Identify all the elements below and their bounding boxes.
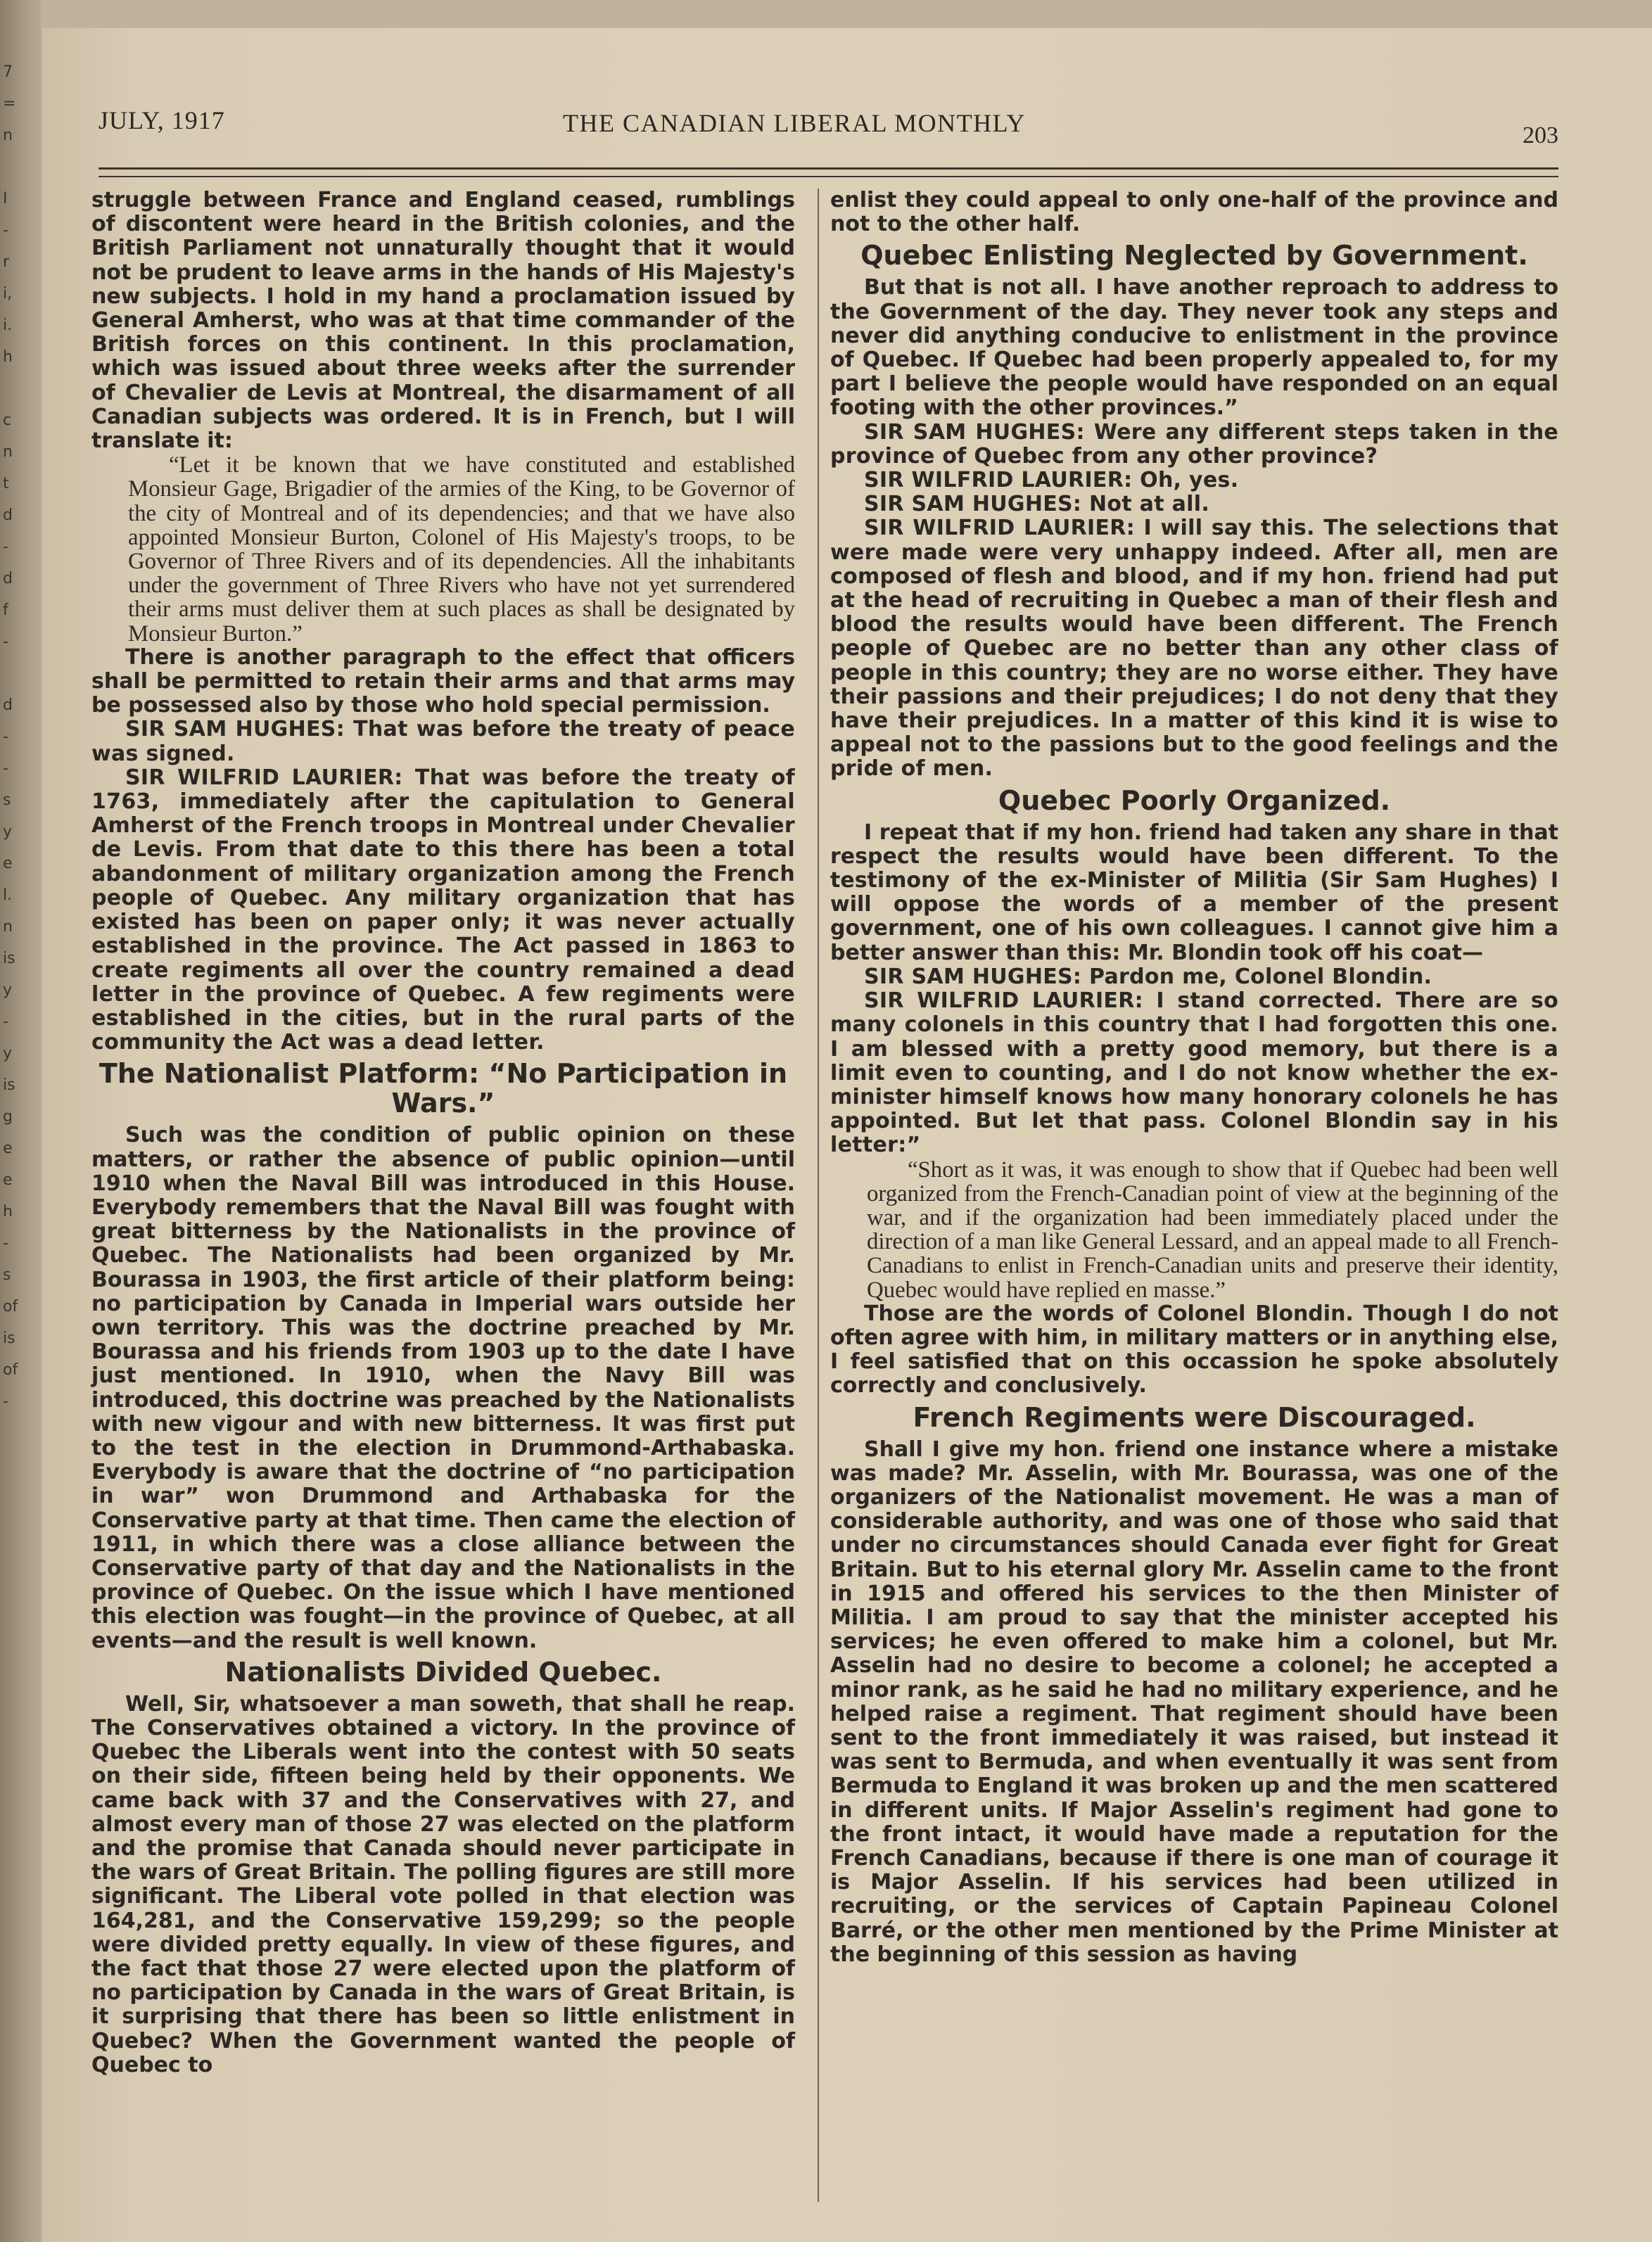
margin-fragment: d	[3, 570, 13, 587]
speech-paragraph: SIR WILFRID LAURIER: Oh, yes.	[864, 468, 1239, 493]
margin-fragment: of	[3, 1361, 18, 1379]
right-column	[830, 189, 1558, 1967]
margin-fragment: f	[3, 601, 8, 619]
speech-paragraph: SIR SAM HUGHES: Not at all.	[864, 492, 1210, 517]
margin-fragment: e	[3, 1171, 13, 1189]
margin-fragment: l.	[3, 886, 13, 904]
speech-paragraph: SIR WILFRID LAURIER: I stand corrected. There are so many colonels in this country that I had forgotten this one. I am blessed with a pretty good memory, but there is a limit even to counting, and I do not know whether the ex-minister himself knows how many honorary colonels he has appointed. But let that pass. Colonel Blondin say in his letter:”	[830, 988, 1558, 1158]
block-quote: “Let it be known that we have constituted and established Monsieur Gage, Brigadier of the armies of the King, to be Governor of the city of Montreal and of its dependencies; and that we have also appointed Monsieur Burton, Colonel of His Majesty's troops, to be Governor of Three Rivers and of its dependencies. All the inhabitants under the government of Three Rivers who have not yet surrendered their arms must deliver them at such places as shall be designated by Monsieur Burton.”	[128, 452, 795, 647]
margin-fragment: e	[3, 855, 13, 872]
column-divider	[818, 189, 819, 2202]
margin-fragment: r	[3, 253, 10, 271]
margin-fragment: h	[3, 1203, 13, 1221]
margin-fragment: -	[3, 633, 8, 651]
margin-fragment: n	[3, 918, 13, 936]
paragraph: I repeat that if my hon. friend had taken any share in that respect the results would have been different. To the testimony of the ex-Minister of Militia (Sir Sam Hughes) I will oppose the words of a member of the present government, one of his own colleagues. I cannot give him a better answer than this: Mr. Blondin took off his coat—	[830, 820, 1558, 965]
section-heading: French Regiments were Discouraged.	[913, 1401, 1476, 1433]
speech-paragraph: SIR SAM HUGHES: Pardon me, Colonel Blondin.	[864, 964, 1432, 989]
margin-fragment: of	[3, 1298, 18, 1316]
margin-fragment: n	[3, 127, 13, 144]
margin-fragment	[3, 151, 24, 183]
margin-fragment: is	[3, 1330, 15, 1347]
speech-paragraph: SIR SAM HUGHES: That was before the treaty of peace was signed.	[91, 717, 795, 766]
margin-fragment: t	[3, 475, 9, 492]
block-quote: “Short as it was, it was enough to show that if Quebec had been well organized from the French-Canadian point of view at the beginning of the war, and if the organization had been immediately placed under the direction of a man like General Lessard, and an appeal made to all French-Canadians to enlist in French-Canadian units and preserve their identity, Quebec would have replied en masse.”	[867, 1157, 1558, 1303]
margin-fragment: s	[3, 1266, 11, 1284]
margin-fragment: -	[3, 1393, 8, 1410]
margin-fragment: I	[3, 190, 8, 208]
section-heading: The Nationalist Platform: “No Participation in Wars.”	[99, 1058, 788, 1119]
margin-fragment: i,	[3, 285, 13, 302]
margin-fragment: e	[3, 1140, 13, 1157]
issue-date: JULY, 1917	[99, 106, 225, 134]
margin-fragment: n	[3, 443, 13, 461]
section-heading: Quebec Poorly Organized.	[998, 784, 1391, 816]
margin-fragment: is	[3, 950, 15, 967]
paragraph: Those are the words of Colonel Blondin. Though I do not often agree with him, in military matters or in anything else, I feel satisfied that on this occassion he spoke absolutely correctly and conclusively.	[830, 1301, 1558, 1399]
paragraph: enlist they could appeal to only one-half of the province and not to the other half.	[830, 188, 1558, 237]
speech-paragraph: SIR WILFRID LAURIER: That was before the treaty of 1763, immediately after the capitulation to General Amherst of the French troops in Montreal under Chevalier de Levis. From that date to this there has been a total abandonment of military organization among the French people of Quebec. Any military organization that has existed has been on paper only; it was never actually established in the province. The Act passed in 1863 to create regiments all over the country remained a dead letter in the province of Quebec. A few regiments were established in the cities, but in the rural parts of the community the Act was a dead letter.	[91, 765, 795, 1055]
speech-paragraph: SIR WILFRID LAURIER: I will say this. The selections that were made were very unhappy indeed. After all, men are composed of flesh and blood, and if my hon. friend had put at the head of recruiting in Quebec a man of their flesh and blood the results would have been different. The French people of Quebec are no better than any other class of people in this country; they are no worse either. They have their passions and their prejudices; I do not deny that they have their prejudices. In a matter of this kind it is wise to appeal not to the passions but to the good feelings and the pride of men.	[830, 516, 1558, 782]
margin-fragment	[3, 373, 24, 405]
section-heading: Quebec Enlisting Neglected by Government.	[860, 240, 1528, 272]
margin-fragment: c	[3, 412, 12, 429]
margin-fragment: -	[3, 538, 8, 556]
margin-fragment: h	[3, 348, 13, 366]
margin-fragment: i.	[3, 317, 13, 334]
margin-fragment: s	[3, 791, 11, 809]
paragraph: Well, Sir, whatsoever a man soweth, that shall he reap. The Conservatives obtained a victory. In the province of Quebec the Liberals went into the contest with 50 seats on their side, fifteen being held by their opponents. We came back with 37 and the Conservatives with 27, and almost every man of those 27 was elected on the platform and the promise that Canada should never participate in the wars of Great Britain. The polling figures are still more significant. The Liberal vote polled in that election was 164,281, and the Conservative 159,299; so the people were divided pretty equally. In view of these figures, and the fact that those 27 were elected upon the platform of no participation by Canada in the wars of Great Britain, is it surprising that there has been so little enlistment in Quebec? When the Government wanted the people of Quebec to	[91, 1691, 795, 2077]
running-header	[99, 106, 1558, 148]
section-heading: Nationalists Divided Quebec.	[224, 1656, 662, 1688]
margin-fragment: -	[3, 760, 8, 777]
margin-fragment: is	[3, 1076, 15, 1094]
header-rule-bottom	[99, 176, 1558, 177]
margin-fragment: -	[3, 1013, 8, 1031]
left-column	[91, 189, 795, 2077]
adjacent-page-fragments	[3, 56, 24, 1418]
paragraph: Such was the condition of public opinion on these matters, or rather the absence of public opinion—until 1910 when the Naval Bill was introduced in this House. Everybody remembers that the Naval Bill was fought with great bitterness by the Nationalists in the province of Quebec. The Nationalists had been organized by Mr. Bourassa in 1903, the first article of their platform being: no participation by Canada in Imperial wars outside her own territory. This was the doctrine preached by Mr. Bourassa and his friends from 1903 up to the date I have just mentioned. In 1910, when the Navy Bill was introduced, this doctrine was preached by the Nationalists with new vigour and with new bitterness. It was first put to the test in the election in Drummond-Arthabaska. Everybody is aware that the doctrine of “no participation in war” won Drummond and Arthabaska for the Conservative party at that time. Then came the election of 1911, in which there was a close alliance between the Conservative party of that day and the Nationalists in the province of Quebec. On the issue which I have mentioned this election was fought—in the province of Quebec, at all events—and the result is well known.	[91, 1123, 795, 1653]
paragraph: There is another paragraph to the effect that officers shall be permitted to retain their arms and that arms may be possessed also by those who hold special permission.	[91, 644, 795, 718]
paragraph: Shall I give my hon. friend one instance where a mistake was made? Mr. Asselin, with Mr. Bourassa, was one of the organizers of the Nationalist movement. He was a man of considerable authority, and was one of those who said that under no circumstances should Canada ever fight for Great Britain. But to his eternal glory Mr. Asselin came to the front in 1915 and offered his services to the then Minister of Militia. I am proud to say that the minister accepted his services; he even offered to make him a colonel, but Mr. Asselin had no desire to become a colonel; he accepted a minor rank, as he said he had no military experience, and he helped raise a regiment. That regiment should have been sent to the front immediately it was raised, but instead it was sent to Bermuda, and when eventually it was sent from Bermuda to England it was broken up and the men scattered in different units. If Major Asselin's regiment had gone to the front intact, it would have made a reputation for the French Canadians, because if there is one man of courage it is Major Asselin. If his services had been utilized in recruiting, or the services of Captain Papineau Colonel Barré, or the other men mentioned by the Prime Minister at the beginning of this session as having	[830, 1437, 1558, 1967]
margin-fragment: -	[3, 728, 8, 746]
publication-title: THE CANADIAN LIBERAL MONTHLY	[563, 109, 1026, 137]
margin-fragment: -	[3, 222, 8, 239]
margin-fragment: -	[3, 1235, 8, 1252]
margin-fragment: 7	[3, 63, 13, 81]
margin-fragment: g	[3, 1108, 13, 1126]
header-rule-top	[99, 167, 1558, 170]
paragraph: struggle between France and England ceased, rumblings of discontent were heard in the British colonies, and the British Parliament not unnaturally thought that it would not be prudent to leave arms in the hands of His Majesty's new subjects. I hold in my hand a proclamation issued by General Amherst, who was at that time commander of the British forces on this continent. In this proclamation, which was issued about three weeks after the surrender of Chevalier de Levis at Montreal, the disarmament of all Canadian subjects was ordered. It is in French, but I will translate it:	[91, 188, 795, 454]
paragraph: But that is not all. I have another reproach to address to the Government of the day. They never took any steps and never did anything conducive to enlistment in the province of Quebec. If Quebec had been properly appealed to, for my part I believe the people would have responded on an equal footing with the other provinces.”	[830, 275, 1558, 421]
margin-fragment: y	[3, 981, 13, 999]
speech-paragraph: SIR SAM HUGHES: Were any different steps taken in the province of Quebec from any other province?	[830, 419, 1558, 469]
margin-fragment: =	[3, 95, 16, 113]
page-number: 203	[1523, 122, 1558, 148]
margin-fragment: d	[3, 696, 13, 714]
margin-fragment: d	[3, 507, 13, 524]
margin-fragment	[3, 658, 24, 689]
margin-fragment: y	[3, 823, 13, 841]
margin-fragment: y	[3, 1045, 13, 1062]
